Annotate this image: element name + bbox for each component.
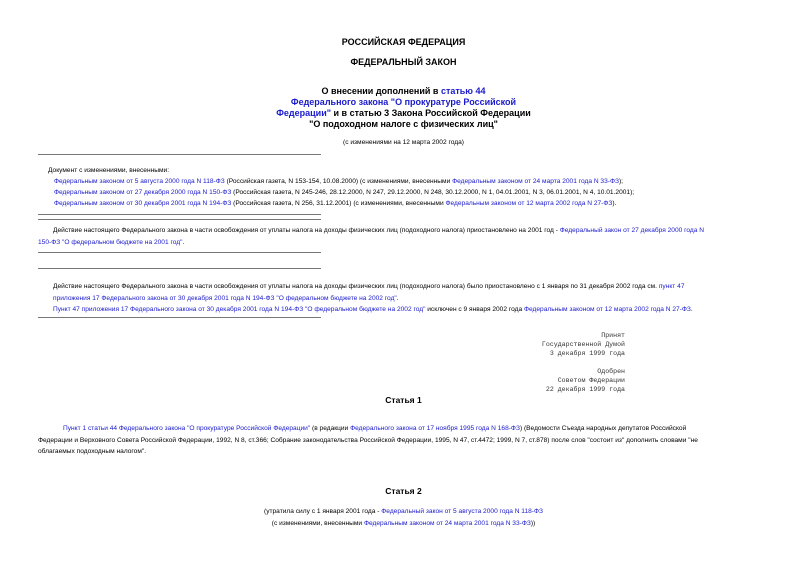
title-line-3-link[interactable]: Федерации" [276, 108, 332, 118]
title-line-4: "О подоходном налоге с физических лиц" [309, 119, 498, 129]
change-item-2 [54, 187, 794, 199]
article2-line-2 [0, 518, 807, 530]
article-2-heading: Статья 2 [385, 486, 422, 496]
approved-date: 22 декабря 1999 года [545, 386, 625, 393]
suspension-note-2002 [38, 281, 770, 316]
note2-end: . [396, 294, 399, 302]
article1-line-1 [38, 423, 770, 435]
change-link-194fz[interactable]: Федеральным законом от 30 декабря 2001 года N 194-ФЗ [54, 200, 232, 207]
changes-intro: Документ с изменениями, внесенными: [48, 167, 170, 174]
change-text: (Российская газета, N 256, 31.12.2001) (с изменениями, внесенными [231, 200, 446, 207]
edition-note: (с изменениями на 12 марта 2002 года) [343, 139, 464, 146]
title-line-2-link[interactable]: Федерального закона "О прокуратуре Российской [290, 97, 517, 107]
article1-link-1[interactable]: Пункт 1 статьи 44 Федерального закона "О прокуратуре Российской Федерации" [63, 425, 311, 432]
article1-text: ) (Ведомости Съезда народных депутатов Российской [519, 425, 687, 432]
article2-link-33fz[interactable]: Федеральным законом от 24 марта 2001 года N 33-ФЗ [363, 519, 531, 527]
change-text: (Российская газета, N 245-246, 28.12.2000, N 247, 29.12.2000, N 248, 30.12.2000, N 1, 04.01.2001, N 3, 06.01.2001, N 4, 10.01.2001); [231, 189, 635, 196]
note2-line-2 [38, 293, 770, 305]
article2-text: (с изменениями, внесенными [271, 519, 364, 527]
note1-link-b[interactable]: 150-ФЗ "О федеральном бюджете на 2001 год" [38, 238, 183, 246]
note2-text: Действие настоящего Федерального закона в части освобождения от уплаты налога на доходы физических лиц (подоходного налога) было приостановлено с 1 января по 31 декабря 2002 года см. [53, 283, 659, 290]
adopted-label: Принят [601, 332, 625, 339]
adopted-date: 3 декабря 1999 года [549, 350, 625, 357]
article-1-heading: Статья 1 [385, 395, 422, 405]
change-text: (Российская газета, N 153-154, 10.08.2000) (с изменениями, внесенными [224, 178, 453, 185]
change-item-1 [54, 176, 794, 188]
duma-label: Государственной Думой [541, 341, 625, 348]
divider [38, 252, 321, 253]
divider [38, 154, 321, 155]
approved-label: Одобрен [597, 368, 625, 375]
note2-link-c[interactable]: Пункт 47 приложения 17 Федерального закона от 30 декабря 2001 года N 194-ФЗ "О федеральном бюджете на 2002 год" [53, 306, 426, 313]
article1-text: (в редакции [310, 425, 351, 432]
note1-text: Действие настоящего Федерального закона в части освобождения от уплаты налога на доходы физических лиц (подоходного налога) приостановлено на 2001 год - [53, 227, 560, 234]
doc-type-heading: ФЕДЕРАЛЬНЫЙ ЗАКОН [350, 57, 457, 67]
note1-link-a[interactable]: Федеральный закон от 27 декабря 2000 года N [559, 227, 705, 234]
spacer [420, 358, 625, 367]
title-line-1 [0, 86, 807, 97]
note1-line-2 [38, 237, 770, 249]
article-1-body [38, 423, 770, 458]
change-text: ); [618, 178, 623, 185]
title-line-3 [0, 108, 807, 119]
title-line-3-text: и в статью 3 Закона Российской Федерации [331, 108, 531, 118]
note2-line-3 [38, 304, 770, 316]
change-link-33fz[interactable]: Федеральным законом от 24 марта 2001 года N 33-ФЗ [452, 178, 619, 185]
article-2-body [0, 506, 807, 529]
divider [38, 317, 321, 318]
article2-text: (утратила силу с 1 января 2001 года - [264, 508, 382, 515]
divider [38, 219, 321, 220]
article2-link-118fz[interactable]: Федеральный закон от 5 августа 2000 года N 118-ФЗ [381, 508, 543, 515]
article1-line-3: облагаемых подоходным налогом". [38, 448, 147, 455]
change-link-150fz[interactable]: Федеральным законом от 27 декабря 2000 года N 150-ФЗ [54, 189, 232, 196]
article1-line-2: Федерации и Верховного Совета Российской Федерации, 1992, N 8, ст.366; Собрание законодательства Российской Федерации, 1995, N 47, ст.4472; 1999, N 7, ст.878) после слов "состоит из" дополнить словами "не [38, 436, 698, 444]
divider [38, 268, 321, 269]
note1-line-1 [38, 225, 770, 237]
article2-line-1 [0, 506, 807, 518]
note2-link-27fz[interactable]: Федеральным законом от 12 марта 2002 года N 27-ФЗ [523, 306, 691, 313]
change-link-118fz[interactable]: Федеральным законом от 5 августа 2000 года N 118-ФЗ [54, 178, 225, 185]
article1-link-168fz[interactable]: Федерального закона от 17 ноября 1995 года N 168-ФЗ [350, 425, 520, 432]
change-link-27fz[interactable]: Федеральным законом от 12 марта 2002 года N 27-ФЗ [445, 200, 613, 207]
note1-end: . [182, 238, 185, 246]
divider [38, 214, 321, 215]
note2-end-3: . [690, 306, 693, 313]
country-heading: РОССИЙСКАЯ ФЕДЕРАЦИЯ [341, 37, 466, 47]
note2-link-b[interactable]: приложения 17 Федерального закона от 30 декабря 2001 года N 194-ФЗ "О федеральном бюджете на 2002 год" [53, 294, 397, 302]
title-text: О внесении дополнений в [321, 86, 441, 96]
council-label: Советом Федерации [557, 377, 625, 384]
suspension-note-2001 [38, 225, 770, 248]
law-title [0, 86, 807, 130]
article2-end: )) [530, 519, 536, 527]
change-text: ). [612, 200, 617, 207]
note2-link-a[interactable]: пункт 47 [658, 283, 685, 290]
note2-text-3: исключен с 9 января 2002 года [425, 306, 524, 313]
change-item-3 [54, 198, 794, 210]
adoption-block [420, 331, 625, 394]
note2-line-1 [38, 281, 770, 293]
article-44-link[interactable]: статью 44 [440, 86, 486, 96]
